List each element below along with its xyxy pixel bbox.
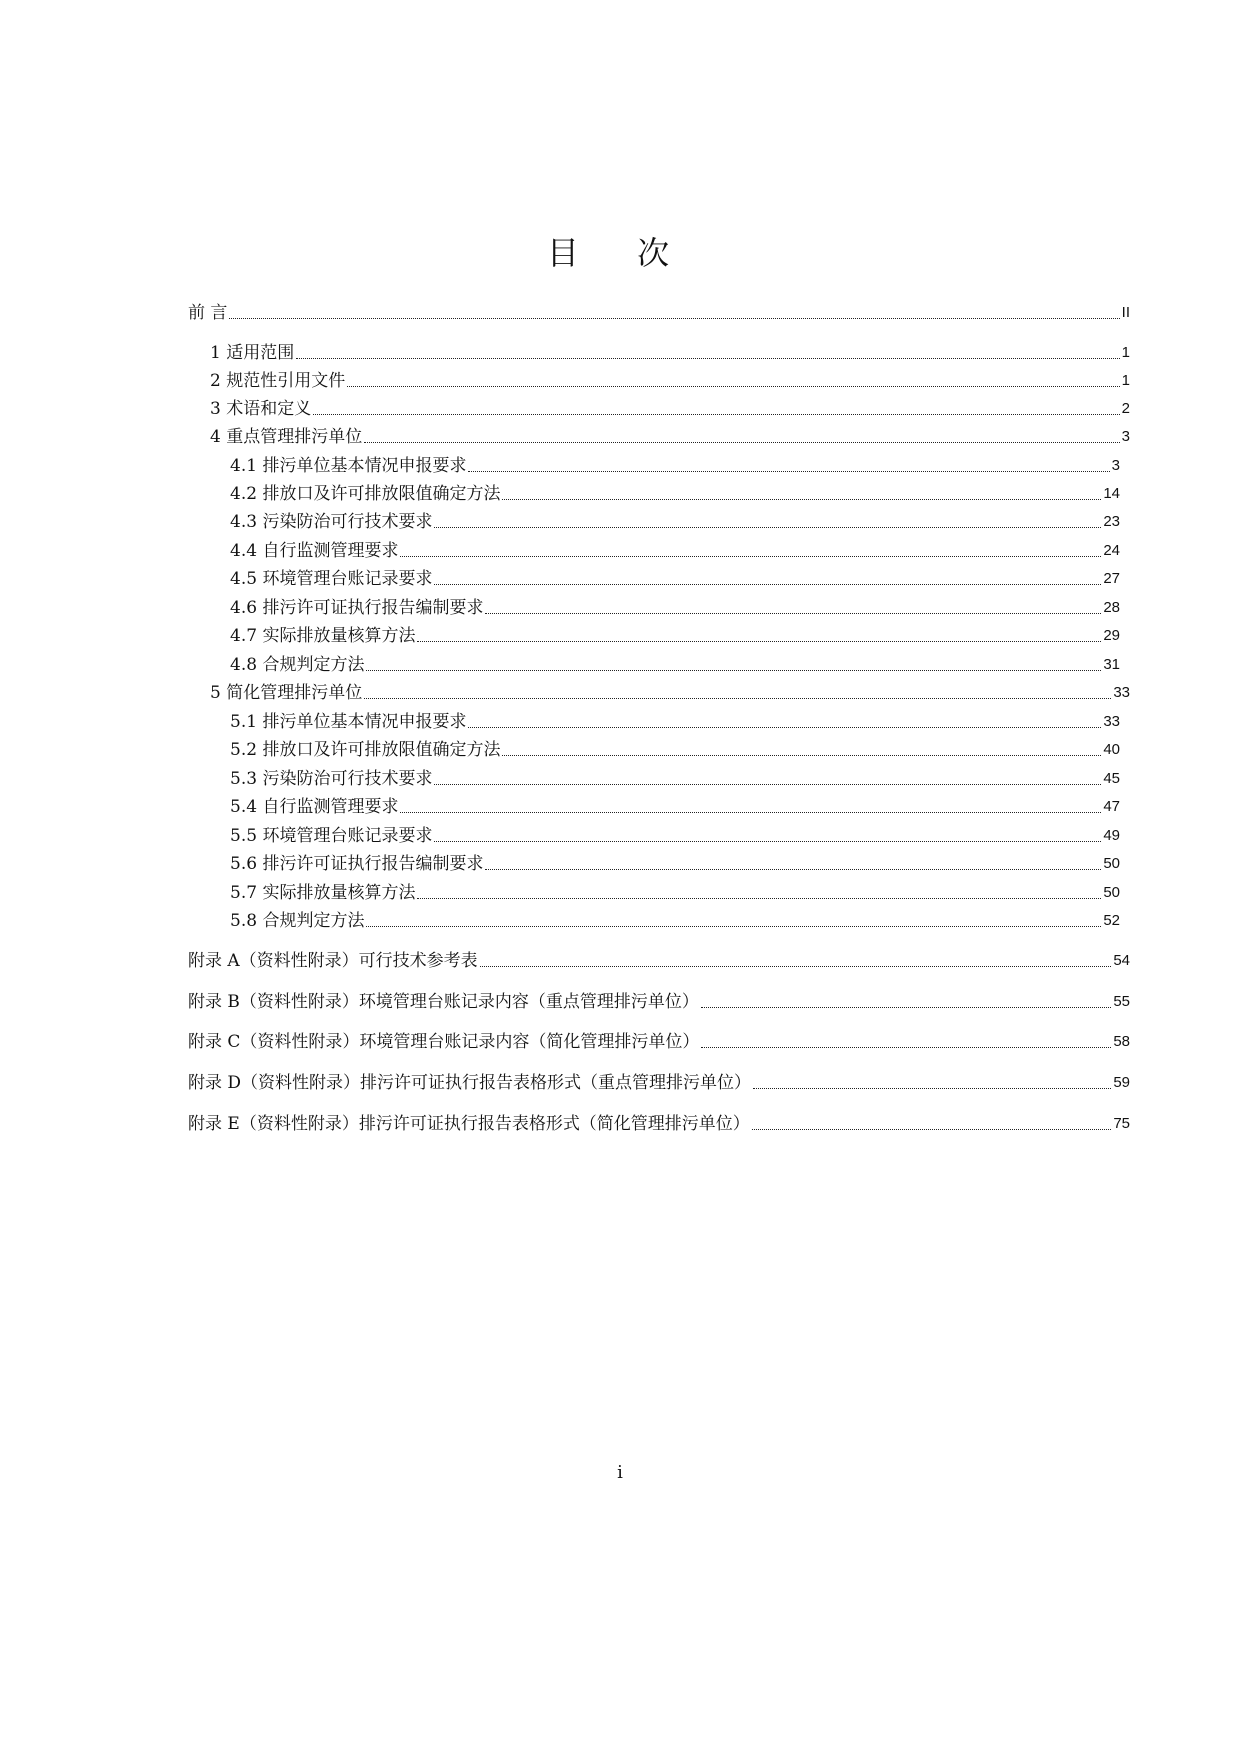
toc-page-number: 33 bbox=[1103, 713, 1120, 730]
toc-entry-section-2[interactable] bbox=[210, 366, 1130, 392]
dot-leader bbox=[347, 386, 1119, 387]
dot-leader bbox=[434, 841, 1101, 842]
toc-entry-label: 4.1 排污单位基本情况申报要求 bbox=[230, 456, 467, 476]
toc-entry-section-4-2[interactable] bbox=[230, 479, 1120, 505]
dot-leader bbox=[229, 318, 1119, 319]
dot-leader bbox=[366, 926, 1101, 927]
dot-leader bbox=[468, 471, 1109, 472]
toc-entry-appendix-c[interactable] bbox=[188, 1027, 1130, 1053]
toc-entry-section-4-3[interactable] bbox=[230, 507, 1120, 533]
toc-entry-label: 2 规范性引用文件 bbox=[210, 371, 346, 391]
toc-entry-section-4[interactable] bbox=[210, 422, 1130, 448]
dot-leader bbox=[502, 499, 1101, 500]
toc-title: 目 次 bbox=[546, 234, 694, 272]
toc-entry-appendix-e[interactable] bbox=[188, 1109, 1130, 1135]
toc-entry-label: 附录 C（资料性附录）环境管理台账记录内容（简化管理排污单位） bbox=[188, 1032, 700, 1052]
dot-leader bbox=[485, 869, 1101, 870]
toc-entry-label: 4.6 排污许可证执行报告编制要求 bbox=[230, 598, 484, 618]
toc-entry-label: 前 言 bbox=[188, 303, 228, 323]
dot-leader bbox=[434, 584, 1101, 585]
toc-page-number: 49 bbox=[1103, 827, 1120, 844]
toc-entry-label: 4.8 合规判定方法 bbox=[230, 655, 365, 675]
dot-leader bbox=[480, 966, 1112, 967]
toc-page-number: 1 bbox=[1121, 372, 1130, 389]
toc-page-number: 75 bbox=[1113, 1115, 1130, 1132]
dot-leader bbox=[400, 812, 1101, 813]
dot-leader bbox=[313, 414, 1119, 415]
toc-entry-label: 5.3 污染防治可行技术要求 bbox=[230, 769, 433, 789]
toc-page-number: 59 bbox=[1113, 1074, 1130, 1091]
dot-leader bbox=[366, 670, 1101, 671]
toc-page-number: 24 bbox=[1103, 542, 1120, 559]
dot-leader bbox=[752, 1129, 1112, 1130]
dot-leader bbox=[364, 442, 1119, 443]
toc-entry-section-5-5[interactable] bbox=[230, 821, 1120, 847]
toc-page-number: 28 bbox=[1103, 599, 1120, 616]
toc-page-number: 52 bbox=[1103, 912, 1120, 929]
toc-entry-section-5-2[interactable] bbox=[230, 735, 1120, 761]
toc-entry-label: 5.6 排污许可证执行报告编制要求 bbox=[230, 854, 484, 874]
toc-entry-section-4-8[interactable] bbox=[230, 650, 1120, 676]
toc-entry-section-1[interactable] bbox=[210, 338, 1130, 364]
toc-entry-label: 4.3 污染防治可行技术要求 bbox=[230, 512, 433, 532]
toc-entry-label: 5.1 排污单位基本情况申报要求 bbox=[230, 712, 467, 732]
dot-leader bbox=[701, 1047, 1111, 1048]
toc-page-number: 55 bbox=[1113, 993, 1130, 1010]
toc-entry-label: 附录 E（资料性附录）排污许可证执行报告表格形式（简化管理排污单位） bbox=[188, 1114, 750, 1134]
toc-page-number: II bbox=[1121, 304, 1130, 321]
toc-entry-label: 附录 A（资料性附录）可行技术参考表 bbox=[188, 951, 478, 971]
toc-page-number: 3 bbox=[1121, 428, 1130, 445]
toc-entry-appendix-a[interactable] bbox=[188, 946, 1130, 972]
toc-page-number: 45 bbox=[1103, 770, 1120, 787]
toc-entry-section-5-3[interactable] bbox=[230, 764, 1120, 790]
toc-page-number: 14 bbox=[1103, 485, 1120, 502]
toc-entry-section-5-7[interactable] bbox=[230, 878, 1120, 904]
toc-page-number: 33 bbox=[1113, 684, 1130, 701]
dot-leader bbox=[434, 784, 1101, 785]
toc-entry-appendix-b[interactable] bbox=[188, 987, 1130, 1013]
toc-entry-section-5-4[interactable] bbox=[230, 792, 1120, 818]
dot-leader bbox=[434, 527, 1101, 528]
dot-leader bbox=[753, 1088, 1111, 1089]
toc-entry-section-3[interactable] bbox=[210, 394, 1130, 420]
toc-entry-label: 4.4 自行监测管理要求 bbox=[230, 541, 399, 561]
toc-page-number: 27 bbox=[1103, 570, 1120, 587]
toc-entry-section-5-1[interactable] bbox=[230, 707, 1120, 733]
dot-leader bbox=[701, 1007, 1111, 1008]
toc-entry-section-5-8[interactable] bbox=[230, 906, 1120, 932]
dot-leader bbox=[417, 898, 1101, 899]
toc-entry-label: 5.5 环境管理台账记录要求 bbox=[230, 826, 433, 846]
toc-page-number: 3 bbox=[1111, 457, 1120, 474]
toc-entry-label: 5.7 实际排放量核算方法 bbox=[230, 883, 416, 903]
toc-page-number: 54 bbox=[1113, 952, 1130, 969]
toc-entry-label: 4.5 环境管理台账记录要求 bbox=[230, 569, 433, 589]
toc-page-number: 31 bbox=[1103, 656, 1120, 673]
toc-page-number: 50 bbox=[1103, 884, 1120, 901]
toc-entry-label: 5.2 排放口及许可排放限值确定方法 bbox=[230, 740, 501, 760]
toc-entry-label: 1 适用范围 bbox=[210, 343, 295, 363]
dot-leader bbox=[417, 641, 1101, 642]
toc-entry-appendix-d[interactable] bbox=[188, 1068, 1130, 1094]
toc-page-number: 29 bbox=[1103, 627, 1120, 644]
toc-page-number: 50 bbox=[1103, 855, 1120, 872]
dot-leader bbox=[502, 755, 1101, 756]
toc-page-number: 1 bbox=[1121, 344, 1130, 361]
toc-entry-section-4-7[interactable] bbox=[230, 621, 1120, 647]
toc-entry-label: 5.8 合规判定方法 bbox=[230, 911, 365, 931]
toc-entry-label: 3 术语和定义 bbox=[210, 399, 312, 419]
toc-entry-section-5-6[interactable] bbox=[230, 849, 1120, 875]
toc-entry-section-4-5[interactable] bbox=[230, 564, 1120, 590]
toc-entry-label: 附录 D（资料性附录）排污许可证执行报告表格形式（重点管理排污单位） bbox=[188, 1073, 752, 1093]
dot-leader bbox=[364, 698, 1111, 699]
toc-entry-section-4-4[interactable] bbox=[230, 536, 1120, 562]
page-number-footer: i bbox=[617, 1462, 623, 1483]
dot-leader bbox=[485, 613, 1101, 614]
toc-entry-label: 4 重点管理排污单位 bbox=[210, 427, 363, 447]
dot-leader bbox=[296, 358, 1119, 359]
toc-page-number: 2 bbox=[1121, 400, 1130, 417]
dot-leader bbox=[468, 727, 1101, 728]
dot-leader bbox=[400, 556, 1101, 557]
toc-entry-section-4-6[interactable] bbox=[230, 593, 1120, 619]
toc-page-number: 47 bbox=[1103, 798, 1120, 815]
toc-entry-label: 5.4 自行监测管理要求 bbox=[230, 797, 399, 817]
toc-entry-preface[interactable] bbox=[188, 298, 1130, 324]
toc-entry-section-4-1[interactable] bbox=[230, 451, 1120, 477]
toc-page-number: 23 bbox=[1103, 513, 1120, 530]
toc-page-number: 58 bbox=[1113, 1033, 1130, 1050]
toc-entry-label: 5 简化管理排污单位 bbox=[210, 683, 363, 703]
toc-entry-label: 附录 B（资料性附录）环境管理台账记录内容（重点管理排污单位） bbox=[188, 992, 699, 1012]
toc-entry-section-5[interactable] bbox=[210, 678, 1130, 704]
toc-page-number: 40 bbox=[1103, 741, 1120, 758]
toc-entry-label: 4.2 排放口及许可排放限值确定方法 bbox=[230, 484, 501, 504]
toc-entry-label: 4.7 实际排放量核算方法 bbox=[230, 626, 416, 646]
